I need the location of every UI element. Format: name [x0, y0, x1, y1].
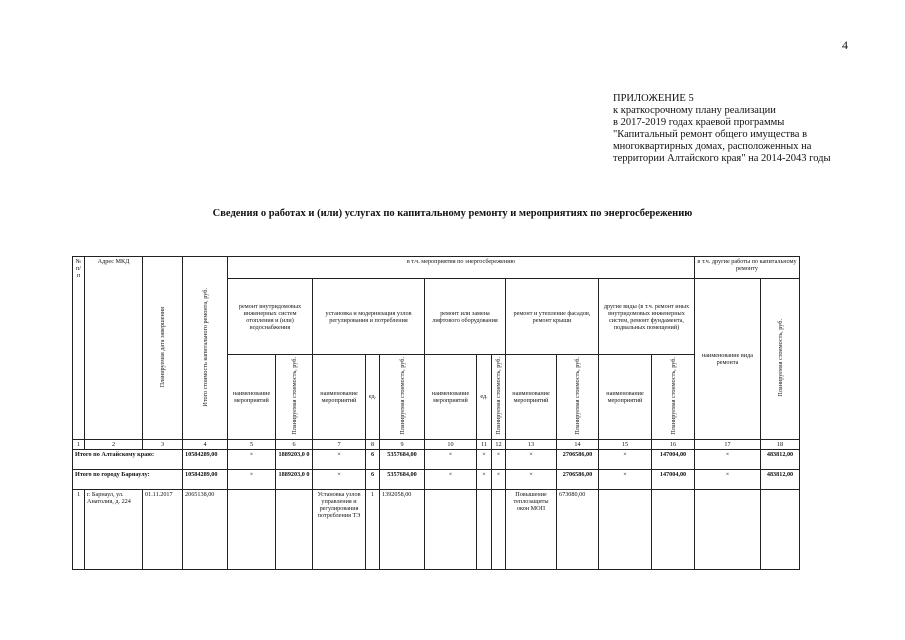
table-row: [73, 489, 800, 569]
header-event-name: наименование мероприятий: [506, 355, 557, 440]
header-work-type-name: наименование вида ремонта: [695, 279, 761, 440]
cell-c7: ×: [313, 469, 366, 489]
header-num: № п/п: [73, 257, 85, 440]
cell-c15: [599, 489, 652, 569]
header-total-cost-text: Итого стоимость капитального ремонта, руб.: [201, 287, 209, 407]
header-event-name: наименование мероприятий: [599, 355, 652, 440]
row-address: г. Барнаул, ул. Анатолия, д. 224: [85, 489, 143, 569]
header-planned-cost-text: Планируемая стоимость, руб.: [574, 357, 581, 435]
cell-c16: 147004,00: [652, 449, 695, 469]
cell-c14: 2706586,00: [557, 449, 599, 469]
column-number: 15: [599, 439, 652, 449]
header-planned-cost-other-text: Планируемая стоимость, руб.: [776, 319, 784, 397]
cell-c11: [477, 489, 492, 569]
column-number: 4: [183, 439, 228, 449]
cell-c7: ×: [313, 449, 366, 469]
cell-c18: 483812,00: [761, 449, 800, 469]
header-planned-date-text: Планируемая дата завершения: [159, 306, 166, 388]
appendix-line: к краткосрочному плану реализации: [613, 105, 776, 116]
appendix-line: территории Алтайского края" на 2014-2043 годы: [613, 153, 831, 164]
row-total-cost: 2065138,00: [183, 489, 228, 569]
cell-c6: [276, 489, 313, 569]
cell-c11: ×: [477, 469, 492, 489]
column-number: 2: [85, 439, 143, 449]
appendix-line: многоквартирных домах, расположенных на: [613, 141, 812, 152]
header-engineering-systems: ремонт внутридомовых инженерных систем отопления и (или) водоснабжения: [228, 279, 313, 355]
header-planned-cost-text: Планируемая стоимость, руб.: [290, 357, 298, 435]
cell-c6: 1889203,0 0: [276, 469, 313, 489]
column-number: 1: [73, 439, 85, 449]
column-number: 8: [366, 439, 380, 449]
total-label: Итого по Алтайскому краю:: [73, 449, 183, 469]
cell-c10: ×: [425, 469, 477, 489]
total-row-city: [73, 469, 800, 489]
header-planned-cost-text: Планируемая стоимость, руб.: [669, 357, 677, 435]
header-other-group: в т.ч. другие работы по капитальному ремонту: [695, 257, 800, 279]
header-planned-cost: [276, 355, 313, 440]
header-planned-cost: [557, 355, 599, 440]
column-number: 11: [477, 439, 492, 449]
header-energy-group: в т.ч. мероприятия по энергосбережению: [228, 257, 695, 279]
appendix-line: ПРИЛОЖЕНИЕ 5: [613, 93, 694, 104]
header-planned-cost-other: [761, 279, 800, 440]
header-event-name: наименование мероприятий: [313, 355, 366, 440]
cell-c16: 147004,00: [652, 469, 695, 489]
column-number: 9: [380, 439, 425, 449]
header-address: Адрес МКД: [85, 257, 143, 440]
cell-c9: 5357684,00: [380, 469, 425, 489]
cell-c17: ×: [695, 449, 761, 469]
page-number: 4: [842, 38, 848, 52]
header-planned-cost: [652, 355, 695, 440]
column-number: 16: [652, 439, 695, 449]
cell-c18: 483812,00: [761, 469, 800, 489]
header-elevator: ремонт или замена лифтового оборудования: [425, 279, 506, 355]
column-number: 5: [228, 439, 276, 449]
total-cost-cell: 10584289,00: [183, 469, 228, 489]
header-unit: ед.: [477, 355, 492, 440]
cell-c8: 6: [366, 469, 380, 489]
column-number: 10: [425, 439, 477, 449]
works-table: [72, 256, 800, 570]
row-facade-cost: 673080,00: [557, 489, 599, 569]
cell-c17: [695, 489, 761, 569]
row-facade-event: Повышение теплозащиты окон МОП: [506, 489, 557, 569]
column-number: 13: [506, 439, 557, 449]
cell-c6: 1889203,0 0: [276, 449, 313, 469]
header-facade-roof: ремонт и утепление фасадов, ремонт крыши: [506, 279, 599, 355]
total-label: Итого по городу Барнаулу:: [73, 469, 183, 489]
row-number: 1: [73, 489, 85, 569]
cell-c13: ×: [506, 469, 557, 489]
header-unit: ед.: [366, 355, 380, 440]
cell-c12: [492, 489, 506, 569]
appendix-block: [613, 93, 831, 165]
column-number: 12: [492, 439, 506, 449]
cell-c11: ×: [477, 449, 492, 469]
document-title: Сведения о работах и (или) услугах по капитальному ремонту и мероприятиях по энергосбережению: [212, 208, 693, 219]
row-event-name: Установка узлов управления и регулирования потребления ТЭ: [313, 489, 366, 569]
cell-c12: ×: [492, 469, 506, 489]
cell-c15: ×: [599, 449, 652, 469]
total-row-region: [73, 449, 800, 469]
cell-c5: ×: [228, 469, 276, 489]
row-date: 01.11.2017: [143, 489, 183, 569]
cell-c10: ×: [425, 449, 477, 469]
cell-c14: 2706586,00: [557, 469, 599, 489]
cell-c15: ×: [599, 469, 652, 489]
cell-c5: ×: [228, 449, 276, 469]
header-planned-date: [143, 257, 183, 440]
cell-c5: [228, 489, 276, 569]
cell-c8: 6: [366, 449, 380, 469]
header-planned-cost-text: Планируемая стоимость, руб.: [398, 357, 406, 435]
cell-c9: 5357684,00: [380, 449, 425, 469]
total-cost-cell: 10584289,00: [183, 449, 228, 469]
cell-c12: ×: [492, 449, 506, 469]
column-number: 18: [761, 439, 800, 449]
column-number: 3: [143, 439, 183, 449]
header-total-cost: [183, 257, 228, 440]
cell-c17: ×: [695, 469, 761, 489]
column-number: 17: [695, 439, 761, 449]
appendix-line: "Капитальный ремонт общего имущества в: [613, 129, 808, 140]
header-event-name: наименование мероприятий: [228, 355, 276, 440]
header-planned-cost: [492, 355, 506, 440]
header-planned-cost-text: Планируемая стоимость, руб.: [495, 357, 502, 435]
header-regulation-nodes: установка и модернизация узлов регулирования и потребления: [313, 279, 425, 355]
cell-c10: [425, 489, 477, 569]
cell-c16: [652, 489, 695, 569]
column-number: 14: [557, 439, 599, 449]
appendix-line: в 2017-2019 годах краевой программы: [613, 117, 785, 128]
row-planned-cost: 1392058,00: [380, 489, 425, 569]
header-other-kinds: другие виды (в т.ч. ремонт иных внутридомовых инженерных систем, ремонт фундамента, подвальных помещений): [599, 279, 695, 355]
header-planned-cost: [380, 355, 425, 440]
cell-c18: [761, 489, 800, 569]
cell-c13: ×: [506, 449, 557, 469]
column-number: 7: [313, 439, 366, 449]
header-event-name: наименование мероприятий: [425, 355, 477, 440]
column-number: 6: [276, 439, 313, 449]
row-unit: 1: [366, 489, 380, 569]
